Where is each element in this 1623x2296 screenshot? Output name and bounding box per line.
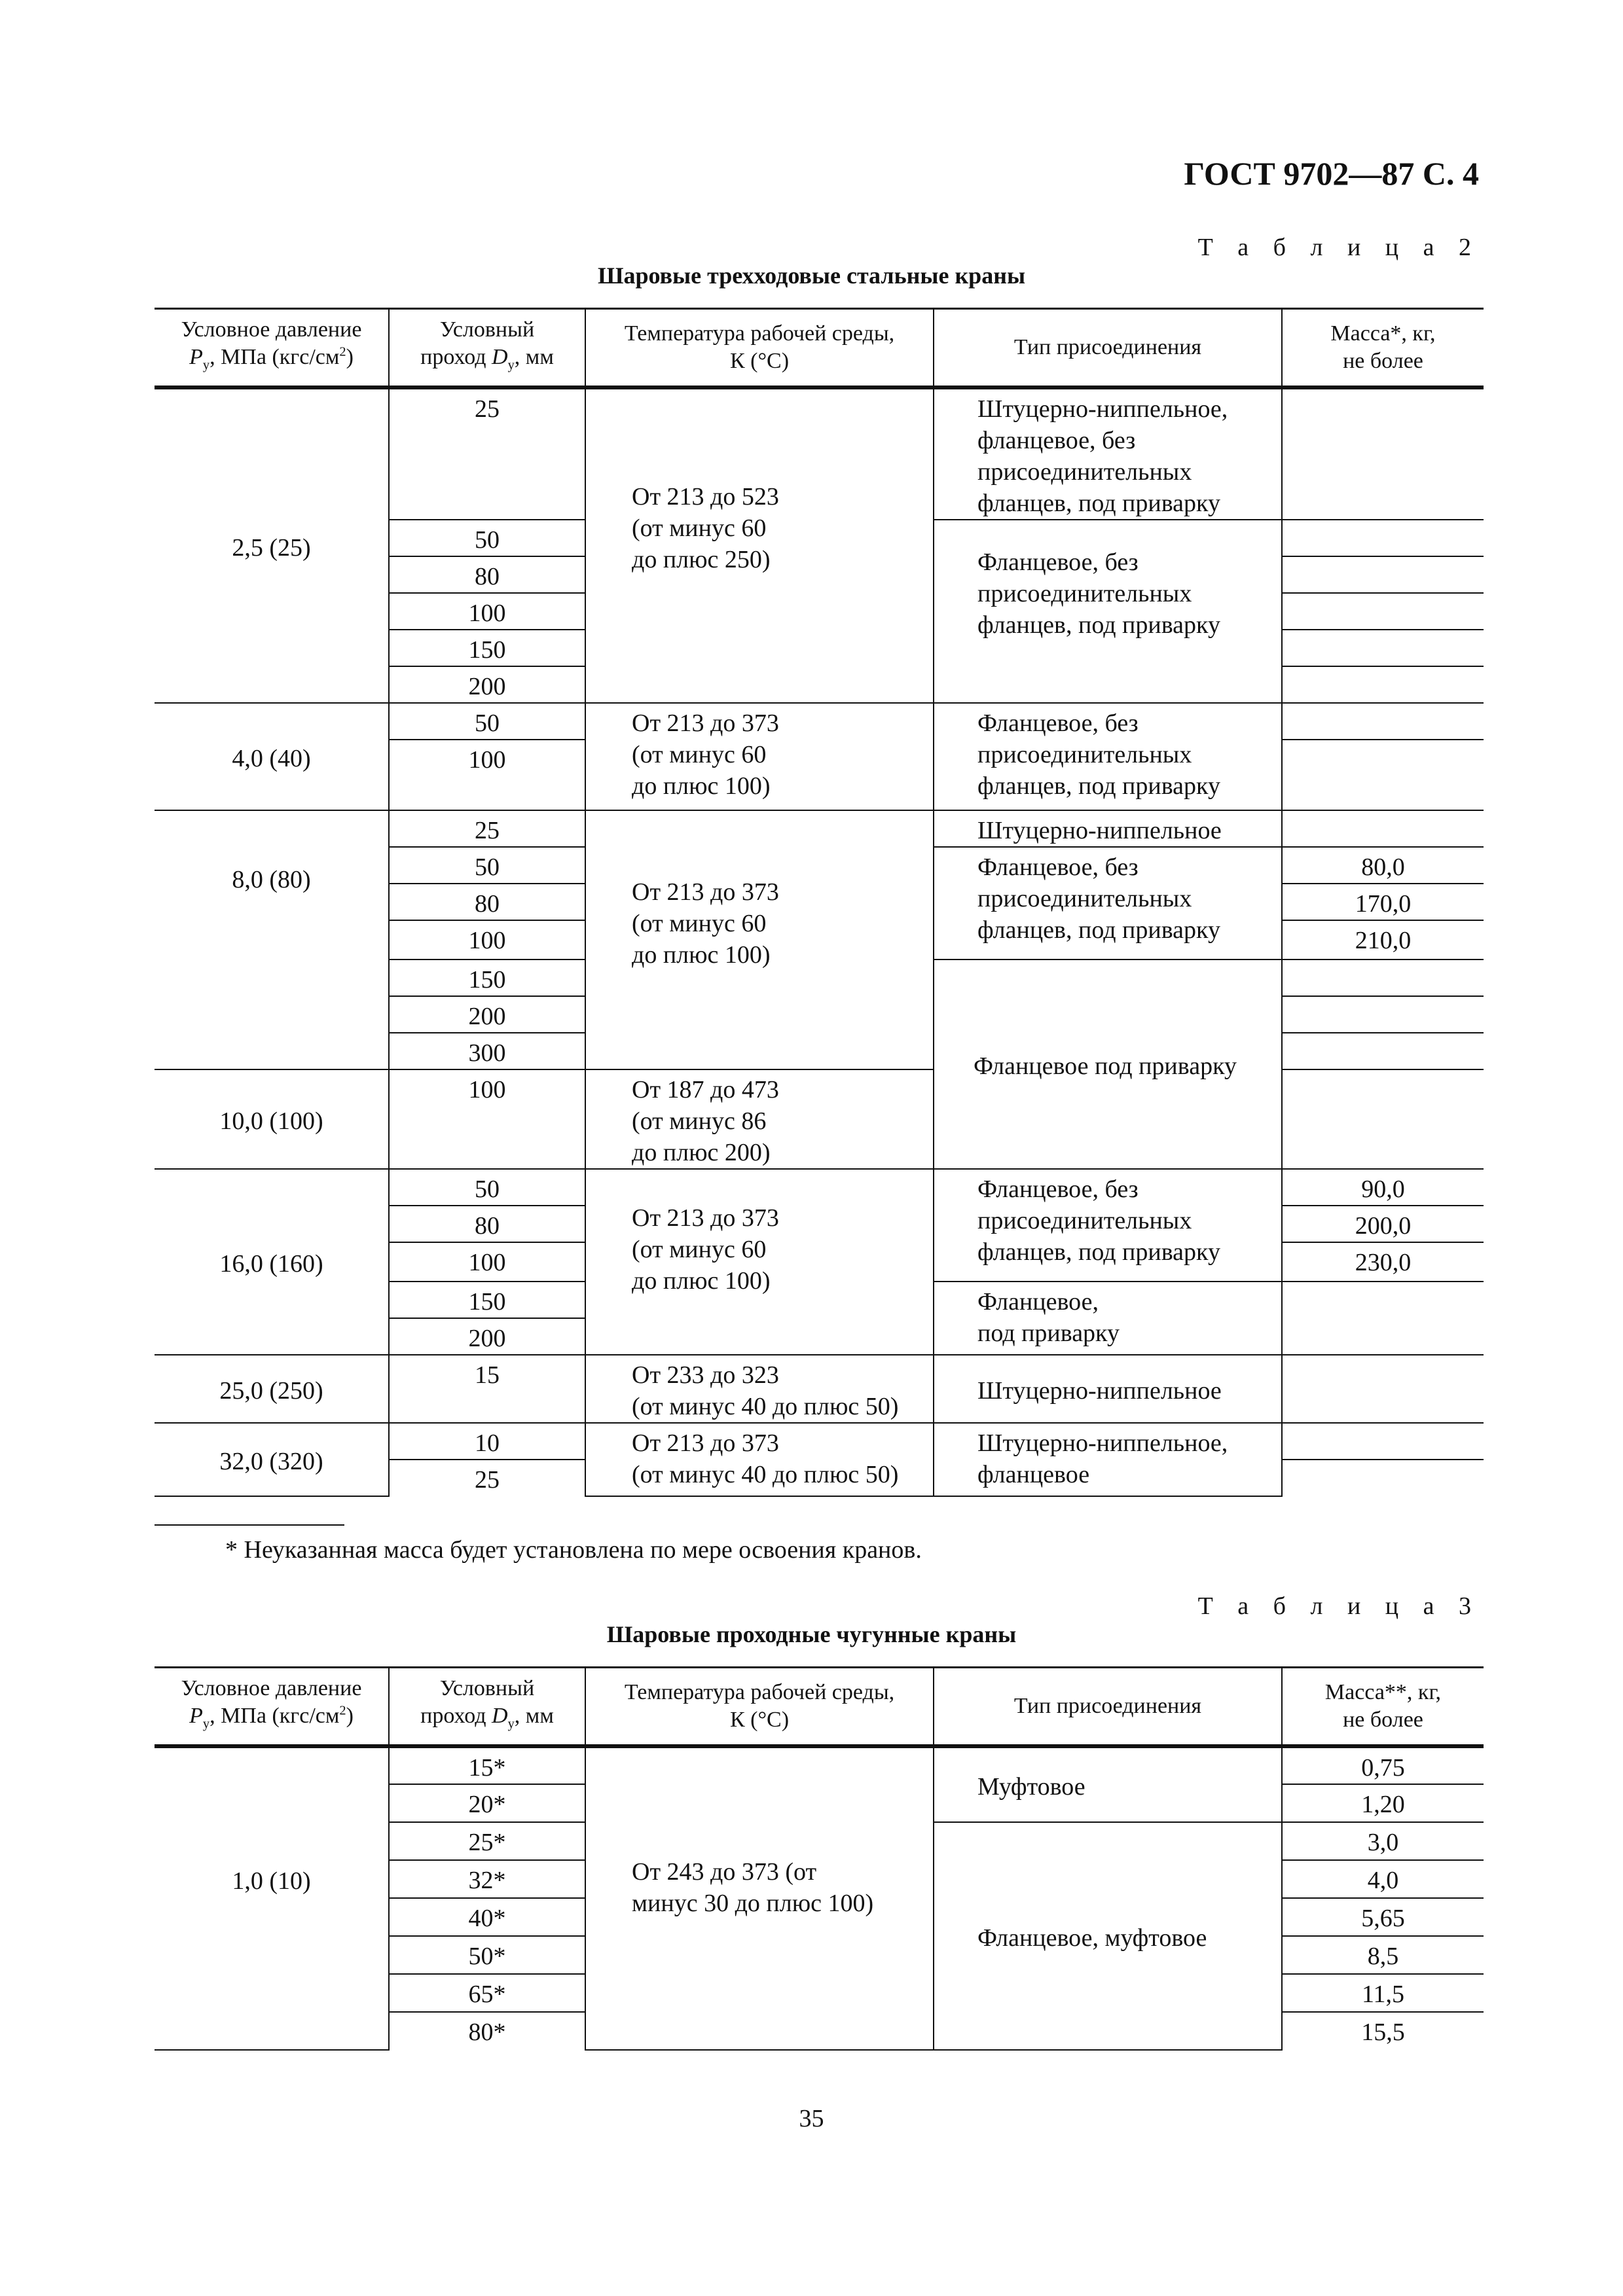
pressure-cell: 25,0 (250) [155, 1355, 389, 1423]
mass-cell: 0,75 [1282, 1746, 1484, 1784]
table3-label: Т а б л и ц а 3 [1197, 1592, 1480, 1620]
pressure-cell: 32,0 (320) [155, 1423, 389, 1496]
table3 [155, 1666, 1484, 2051]
dn-cell: 80 [389, 556, 585, 593]
connection-cell: Фланцевое под приварку [934, 960, 1282, 1169]
temperature-cell: От 213 до 523 (от минус 60 до плюс 250) [585, 387, 934, 703]
table2-title: Шаровые трехходовые стальные краны [597, 262, 1026, 289]
header-connection: Тип присоединения [934, 1668, 1282, 1746]
mass-cell: 15,5 [1282, 2012, 1484, 2050]
dn-cell: 32* [389, 1860, 585, 1898]
mass-cell: 1,20 [1282, 1784, 1484, 1822]
mass-cell [1282, 1069, 1484, 1169]
table-row [155, 1355, 1484, 1423]
footnote-divider [155, 1524, 344, 1526]
mass-cell: 80,0 [1282, 847, 1484, 884]
dn-cell: 100 [389, 920, 585, 960]
table3-title: Шаровые проходные чугунные краны [606, 1621, 1017, 1647]
mass-cell: 11,5 [1282, 1974, 1484, 2012]
mass-cell: 8,5 [1282, 1936, 1484, 1974]
temperature-cell: От 213 до 373 (от минус 60 до плюс 100) [585, 703, 934, 810]
dn-cell: 15 [389, 1355, 585, 1423]
pressure-cell: 2,5 (25) [155, 387, 389, 703]
dn-cell: 80 [389, 1206, 585, 1242]
mass-cell [1282, 996, 1484, 1033]
connection-cell: Фланцевое, без присоединительных фланцев, под приварку [934, 1169, 1282, 1282]
mass-cell: 200,0 [1282, 1206, 1484, 1242]
dn-cell: 65* [389, 1974, 585, 2012]
dn-cell: 15* [389, 1746, 585, 1784]
header-mass: Масса*, кг, не более [1282, 309, 1484, 387]
mass-cell [1282, 960, 1484, 996]
header-temperature: Температура рабочей среды, К (°С) [585, 309, 934, 387]
mass-cell [1282, 593, 1484, 630]
mass-cell: 210,0 [1282, 920, 1484, 960]
dn-cell: 25 [389, 1460, 585, 1496]
dn-cell: 20* [389, 1784, 585, 1822]
dn-cell: 50 [389, 1169, 585, 1206]
dn-cell: 10 [389, 1423, 585, 1460]
table-row [155, 1169, 1484, 1206]
dn-cell: 50 [389, 847, 585, 884]
temperature-cell: От 213 до 373 (от минус 60 до плюс 100) [585, 1169, 934, 1355]
mass-cell [1282, 1282, 1484, 1355]
mass-cell [1282, 1460, 1484, 1496]
connection-cell: Штуцерно-ниппельное [934, 810, 1282, 847]
connection-cell: Штуцерно-ниппельное [934, 1355, 1282, 1423]
dn-cell: 100 [389, 593, 585, 630]
connection-cell: Фланцевое, без присоединительных фланцев, под приварку [934, 703, 1282, 810]
dn-cell: 80* [389, 2012, 585, 2050]
dn-cell: 25 [389, 810, 585, 847]
pressure-cell: 10,0 (100) [155, 1069, 389, 1169]
dn-cell: 50 [389, 703, 585, 740]
temperature-cell: От 187 до 473 (от минус 86 до плюс 200) [585, 1069, 934, 1169]
mass-cell [1282, 556, 1484, 593]
dn-cell: 40* [389, 1898, 585, 1936]
header-pressure: Условное давление $P_у$, МПа $(кгс/см^2)$ [155, 1668, 389, 1746]
dn-cell: 150 [389, 960, 585, 996]
table-row [155, 703, 1484, 740]
pressure-cell: 4,0 (40) [155, 703, 389, 810]
dn-cell: 150 [389, 1282, 585, 1318]
pressure-cell: 8,0 (80) [155, 810, 389, 1069]
mass-cell [1282, 666, 1484, 703]
dn-cell: 80 [389, 884, 585, 920]
header-pressure: Условное давление $P_у$, МПа $(кгс/см^2)$ [155, 309, 389, 387]
connection-cell: Фланцевое, муфтовое [934, 1822, 1282, 2050]
temperature-cell: От 243 до 373 (от минус 30 до плюс 100) [585, 1746, 934, 2050]
pressure-cell: 16,0 (160) [155, 1169, 389, 1355]
dn-cell: 100 [389, 1069, 585, 1169]
mass-cell [1282, 1033, 1484, 1069]
table-row [155, 1423, 1484, 1460]
table-row [155, 1069, 1484, 1169]
page-number: 35 [799, 2105, 824, 2132]
page-header: ГОСТ 9702—87 С. 4 [1184, 155, 1479, 192]
dn-cell: 200 [389, 996, 585, 1033]
connection-cell: Штуцерно-ниппельное, фланцевое, без присоединительных фланцев, под приварку [934, 387, 1282, 520]
connection-cell: Штуцерно-ниппельное, фланцевое [934, 1423, 1282, 1496]
mass-cell [1282, 810, 1484, 847]
table2 [155, 308, 1484, 1497]
mass-cell [1282, 740, 1484, 810]
pressure-cell: 1,0 (10) [155, 1746, 389, 2050]
header-temperature: Температура рабочей среды, К (°С) [585, 1668, 934, 1746]
mass-cell: 170,0 [1282, 884, 1484, 920]
mass-cell [1282, 630, 1484, 666]
connection-cell: Фланцевое, без присоединительных фланцев, под приварку [934, 847, 1282, 960]
table-row [155, 387, 1484, 520]
temperature-cell: От 213 до 373 (от минус 60 до плюс 100) [585, 810, 934, 1069]
header-diameter: Условный проход $D_у$, мм [389, 309, 585, 387]
mass-cell: 230,0 [1282, 1242, 1484, 1282]
dn-cell: 200 [389, 666, 585, 703]
mass-cell: 5,65 [1282, 1898, 1484, 1936]
dn-cell: 200 [389, 1318, 585, 1355]
dn-cell: 25 [389, 387, 585, 520]
dn-cell: 300 [389, 1033, 585, 1069]
connection-cell: Фланцевое, без присоединительных фланцев, под приварку [934, 520, 1282, 703]
mass-cell: 3,0 [1282, 1822, 1484, 1860]
header-diameter: Условный проход $D_у$, мм [389, 1668, 585, 1746]
dn-cell: 25* [389, 1822, 585, 1860]
temperature-cell: От 233 до 323 (от минус 40 до плюс 50) [585, 1355, 934, 1423]
mass-cell [1282, 703, 1484, 740]
mass-cell [1282, 1355, 1484, 1423]
temperature-cell: От 213 до 373 (от минус 40 до плюс 50) [585, 1423, 934, 1496]
table-row [155, 810, 1484, 847]
dn-cell: 50* [389, 1936, 585, 1974]
mass-cell [1282, 387, 1484, 520]
mass-cell: 90,0 [1282, 1169, 1484, 1206]
dn-cell: 150 [389, 630, 585, 666]
table-row [155, 1746, 1484, 1784]
connection-cell: Фланцевое, под приварку [934, 1282, 1282, 1355]
dn-cell: 100 [389, 740, 585, 810]
mass-cell [1282, 1423, 1484, 1460]
dn-cell: 100 [389, 1242, 585, 1282]
table2-footnote: * Неуказанная масса будет установлена по мере освоения кранов. [225, 1536, 922, 1564]
mass-cell [1282, 520, 1484, 556]
mass-cell: 4,0 [1282, 1860, 1484, 1898]
header-mass: Масса**, кг, не более [1282, 1668, 1484, 1746]
dn-cell: 50 [389, 520, 585, 556]
connection-cell: Муфтовое [934, 1746, 1282, 1822]
table2-label: Т а б л и ц а 2 [1197, 234, 1480, 261]
header-connection: Тип присоединения [934, 309, 1282, 387]
